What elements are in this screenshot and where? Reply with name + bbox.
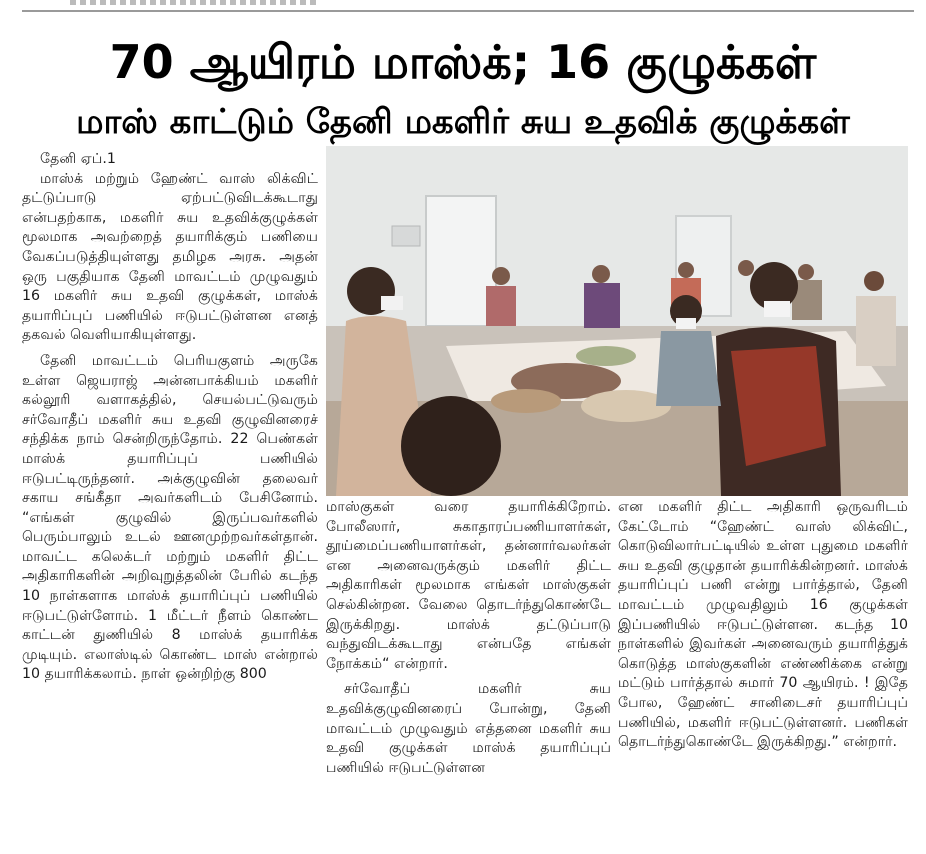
news-photo-women-making-masks: [326, 146, 908, 496]
article-column-1: [22, 150, 318, 691]
paragraph: சர்வோதீப் மகளிர் சுய உதவிக்குழுவினரைப் போன்று, தேனி மாவட்டம் முழுவதும் எத்தனை மகளிர் சுய உதவி குழுக்கள் மாஸ்க் தயாரிப்புப் பணியில் ஈடுபட்டுள்ளன: [326, 681, 611, 776]
paragraph: மாஸ்குகள் வரை தயாரிக்கிறோம். போலீஸார், சுகாதாரப்பணியாளர்கள், தூய்மைப்பணியாளர்கள், தன்னார்வலர்கள் என அனைவருக்கும் மகளிர் திட்ட அதிகாரிகள் மூலமாக எங்கள் மாஸ்குகள் செல்கின்றன. வேலை தொடர்ந்துகொண்டே இருக்கிறது. மாஸ்க் தட்டுப்பாடு வந்துவிடக்கூடாது என்பதே எங்கள் நோக்கம்“ என்றார்.: [326, 499, 611, 672]
top-rule: [22, 10, 914, 12]
photo-illustration: [326, 146, 908, 496]
headline: 70 ஆயிரம் மாஸ்க்; 16 குழுக்கள்: [109, 35, 817, 89]
subheadline: மாஸ் காட்டும் தேனி மகளிர் சுய உதவிக் குழுக்கள்: [76, 102, 850, 142]
dateline: தேனி ஏப்.1: [40, 151, 116, 167]
article-column-3: [618, 498, 908, 759]
paragraph: தேனி மாவட்டம் பெரியகுளம் அருகே உள்ள ஜெயராஜ் அன்னபாக்கியம் மகளிர் கல்லூரி வளாகத்தில், செயல்பட்டுவரும் சர்வோதீப் மகளிர் சுய உதவி குழுவினரைச் சந்திக்க நாம் சென்றிருந்தோம். 22 பெண்கள் மாஸ்க் தயாரிப்புப் பணியில் ஈடுபட்டிருந்தனர். அக்குழுவின் தலைவர் சகாய சங்கீதா அவர்களிடம் பேசினோம். “எங்கள் குழுவில் இருப்பவர்களில் பெரும்பாலும் உடல் ஊனமுற்றவர்கள்தான். மாவட்ட கலெக்டர் மற்றும் மகளிர் திட்ட அதிகாரிகளின் அறிவுறுத்தலின் பேரில் கடந்த 10 நாள்களாக மாஸ்க் தயாரிப்புப் பணியில் ஈடுபட்டுள்ளோம். 1 மீட்டர் நீளம் கொண்ட காட்டன் துணியில் 8 மாஸ்க் தயாரிக்க முடியும். எலாஸ்டில் கொண்ட மாஸ் என்றால் 10 தயாரிக்கலாம். நாள் ஒன்றிற்கு 800: [22, 352, 318, 683]
paragraph: என மகளிர் திட்ட அதிகாரி ஒருவரிடம் கேட்டோம் “ஹேண்ட் வாஸ் லிக்விட், கொடுவிலார்பட்டியில் உள்ள புதுமை மகளிர் சுய உதவி குழுதான் தயாரிக்கின்றனர். மாஸ்க் தயாரிப்புப் பணி என்று பார்த்தால், தேனி மாவட்டம் முழுவதிலும் 16 குழுக்கள் இப்பணியில் ஈடுபட்டுள்ளன. கடந்த 10 நாள்களில் இவர்கள் அனைவரும் தயாரித்துக் கொடுத்த மாஸ்குகளின் எண்ணிக்கை என்று மட்டும் பார்த்தால் சுமார் 70 ஆயிரம். ! இதே போல, ஹேண்ட் சானிடைசர் தயாரிப்புப் பணியில், மகளிர் ஈடுபட்டுள்ளனர். பணிகள் தொடர்ந்துகொண்டே இருக்கிறது.” என்றார்.: [618, 499, 908, 751]
article-column-2: [326, 498, 611, 784]
top-masthead-strip: [70, 0, 320, 5]
paragraph: மாஸ்க் மற்றும் ஹேண்ட் வாஸ் லிக்விட் தட்டுப்பாடு ஏற்பட்டுவிடக்கூடாது என்பதற்காக, மகளிர் சுய உதவிக்குழுக்கள் மூலமாக அவற்றைத் தயாரிக்கும் பணியை வேகப்படுத்தியுள்ளது தமிழக அரசு. அதன் ஒரு பகுதியாக தேனி மாவட்டம் முழுவதும் 16 மகளிர் சுய உதவி குழுக்கள், மாஸ்க் தயாரிப்புப் பணியில் ஈடுபட்டுள்ளன எனத் தகவல் வெளியாகியுள்ளது.: [22, 170, 318, 344]
